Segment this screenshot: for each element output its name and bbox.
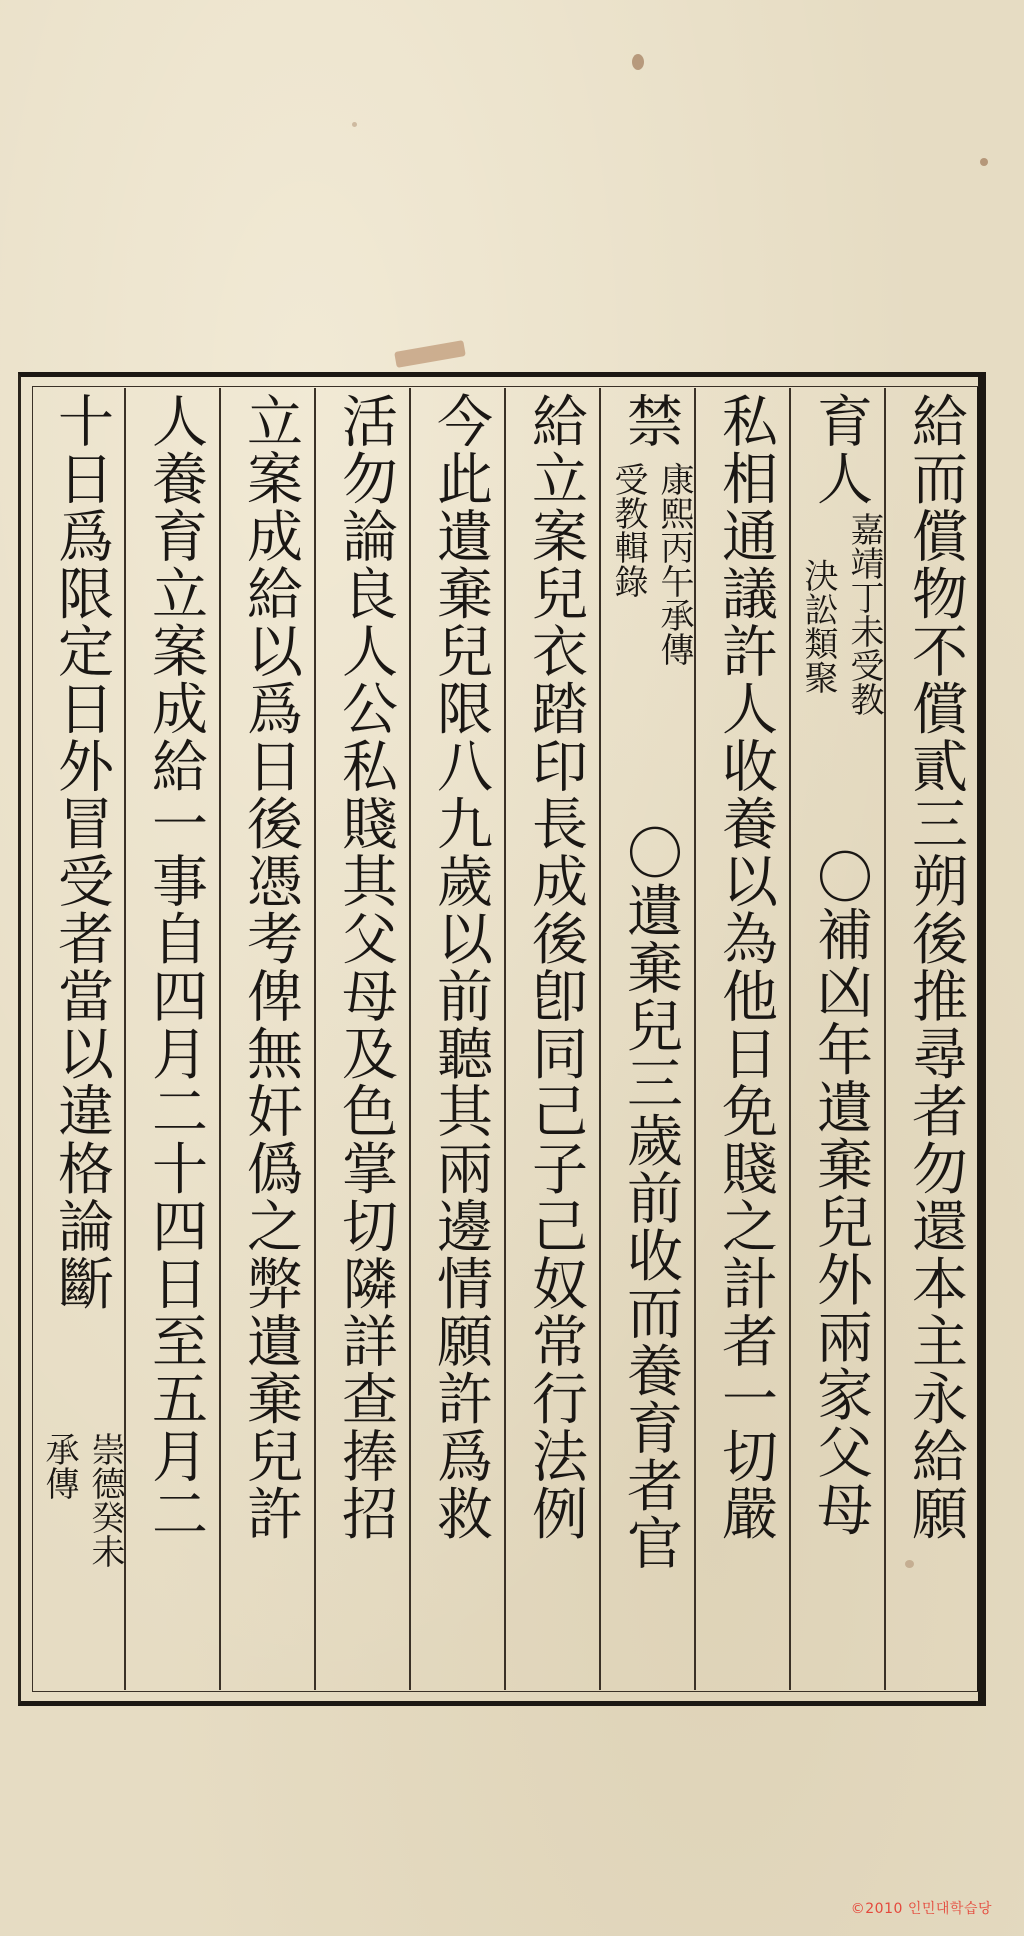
column-main-text: 活勿論良人公私賤其父母及色掌切隣詳查捧招: [333, 392, 398, 1542]
paper-stain: [632, 54, 644, 70]
annotation-right: 嘉靖丁未受教: [844, 512, 884, 716]
annotation-right: 崇德癸未: [85, 1432, 125, 1568]
copyright-watermark: ©2010 인민대학습당: [850, 1901, 992, 1917]
text-column-2: [793, 392, 887, 1688]
annotation-right: 康熙丙午承傳: [654, 462, 694, 666]
column-main-text: 今此遺棄兒限八九歲以前聽其兩邊情願許爲救: [428, 392, 493, 1542]
column-head-text: 禁: [618, 392, 683, 450]
column-main-text: 給而償物不償貳三朔後推尋者勿還本主永給願: [903, 392, 968, 1542]
text-column-10: [34, 392, 125, 1688]
column-main-text: 給立案兒衣踏印長成後卽同己子己奴常行法例: [523, 392, 588, 1542]
column-main-text: 人養育立案成給一事自四月二十四日至五月二: [143, 392, 208, 1542]
text-column-3: [698, 392, 792, 1688]
annotation-left: 承傳: [39, 1432, 79, 1500]
text-column-4: [603, 392, 697, 1688]
column-main-text: 立案成給以爲日後憑考俾無奸僞之弊遺棄兒許: [238, 392, 303, 1542]
text-column-8: [223, 392, 317, 1688]
annotation-left: 受教輯錄: [608, 462, 648, 598]
column-tail-text: 〇遺棄兒三歲前收而養育者官: [618, 824, 683, 1572]
paper-stain: [352, 122, 357, 127]
column-head-text: 十日爲限定日外冒受者當以違格論斷: [49, 392, 114, 1312]
text-column-7: [318, 392, 412, 1688]
annotation-left: 決訟類聚: [798, 558, 838, 694]
text-column-1: [888, 392, 982, 1688]
text-column-6: [413, 392, 507, 1688]
paper-stain: [980, 158, 988, 166]
column-head-text: 育人: [808, 392, 873, 507]
paper-tear: [394, 340, 466, 368]
text-column-5: [508, 392, 602, 1688]
column-tail-text: 〇補凶年遺棄兒外兩家父母: [808, 848, 873, 1538]
column-main-text: 私相通議許人收養以為他日免賤之計者一切嚴: [713, 392, 778, 1542]
text-column-9: [128, 392, 222, 1688]
